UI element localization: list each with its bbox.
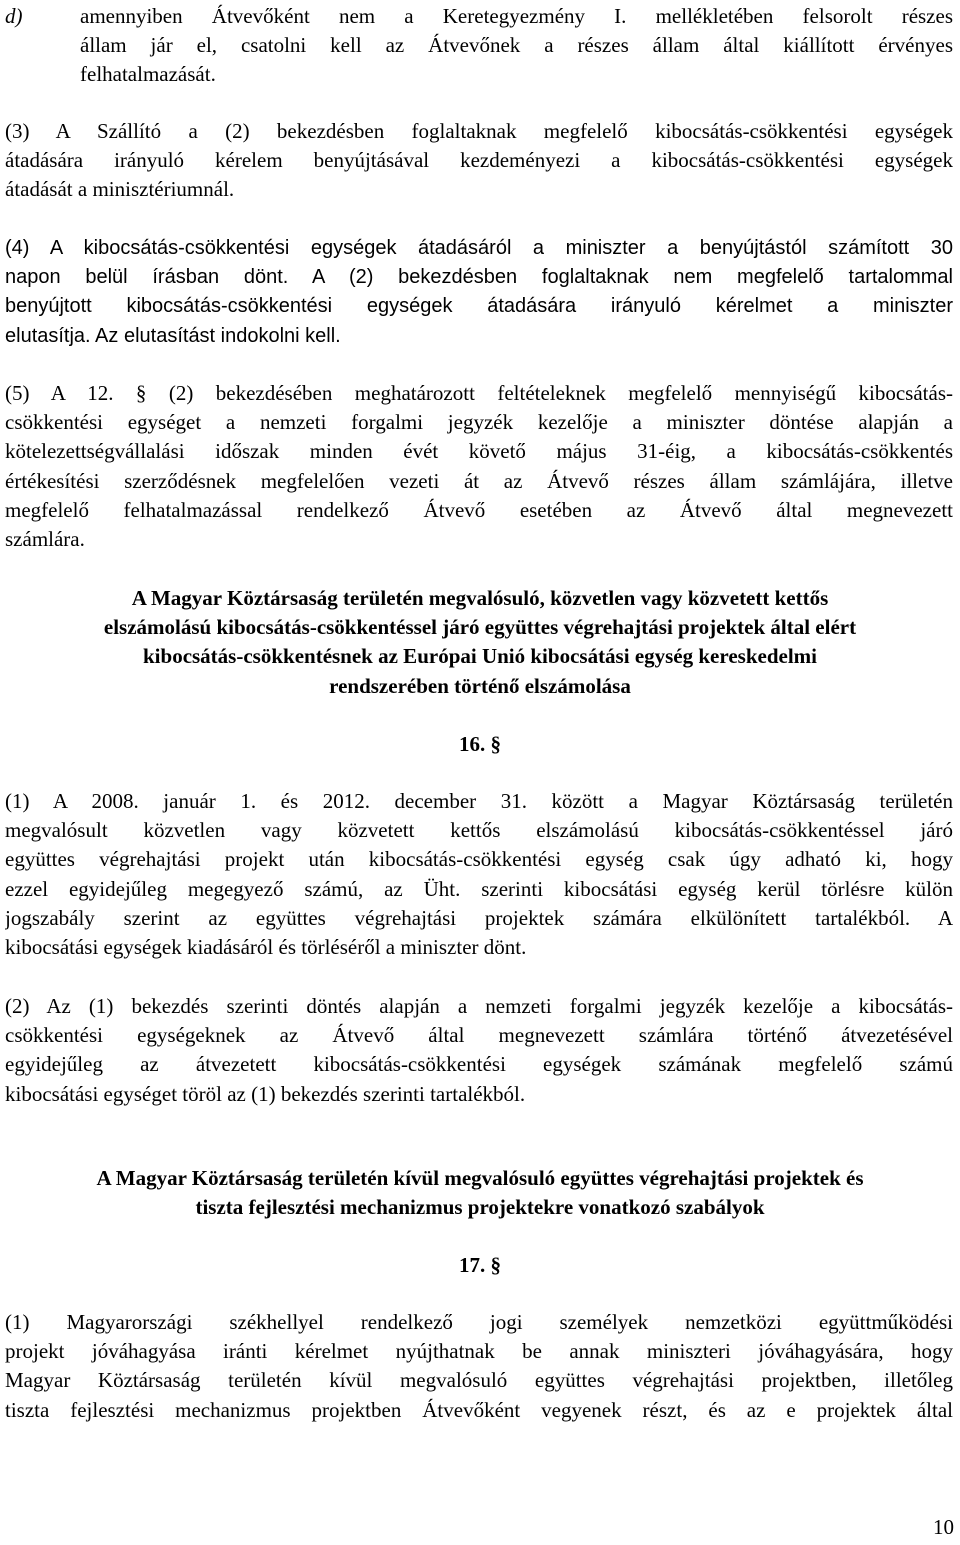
text-line: számlára. xyxy=(5,526,85,551)
heading-line: kibocsátás-csökkentésnek az Európai Unió kibocsátási egység kereskedelmi xyxy=(143,644,817,669)
text-line: megfelelő felhatalmazással rendelkező Átvevő esetében az Átvevő által megnevezett xyxy=(5,497,953,522)
section-number: 17. § xyxy=(459,1253,501,1277)
paragraph-3 xyxy=(5,117,953,205)
text-line: Magyar Köztársaság területén kívül megvalósuló együttes végrehajtási projektben, illetőleg xyxy=(5,1368,953,1393)
list-marker: d) xyxy=(5,4,23,28)
text-line: kibocsátási egységek kiadásáról és törléséről a miniszter dönt. xyxy=(5,934,527,959)
heading-line: A Magyar Köztársaság területén megvalósuló, közvetlen vagy közvetett kettős xyxy=(131,586,829,610)
text-line: ezzel egyidejűleg megegyező számú, az Üht. szerinti kibocsátási egység kerül törlésre külön xyxy=(5,876,953,901)
heading-line: elszámolású kibocsátás-csökkentéssel járó együttes végrehajtási projektek által elért xyxy=(103,615,857,640)
text-line: (2) Az (1) bekezdés szerinti döntés alapján a nemzeti forgalmi jegyzék kezelője a kibocsátás- xyxy=(5,994,953,1018)
text-line: elutasítja. Az elutasítást indokolni kell. xyxy=(5,324,341,347)
paragraph-4 xyxy=(5,234,953,351)
text-line: (1) A 2008. január 1. és 2012. december 31. között a Magyar Köztársaság területén xyxy=(5,789,953,813)
text-line: amennyiben Átvevőként nem a Keretegyezmény I. mellékletében felsorolt részes xyxy=(80,4,953,28)
text-line: csökkentési egységeknek az Átvevő által megnevezett számlára történő átvezetésével xyxy=(5,1023,953,1048)
text-line: átadását a minisztériumnál. xyxy=(5,177,235,202)
text-line: tiszta fejlesztési mechanizmus projektben Átvevőként vegyenek részt, és az e projektek által xyxy=(5,1397,953,1422)
text-line: egyidejűleg az átvezetett kibocsátás-csökkentési egységek számának megfelelő számú xyxy=(5,1052,953,1077)
text-line: megvalósult közvetlen vagy közvetett kettős elszámolású kibocsátás-csökkentéssel járó xyxy=(5,818,953,843)
text-line: jogszabály szerint az együttes végrehajtási projektek számára elkülönített tartalékból. A xyxy=(5,905,953,930)
text-line: (4) A kibocsátás-csökkentési egységek átadásáról a miniszter a benyújtástól számított 30 xyxy=(5,237,953,259)
paragraph-17-1 xyxy=(5,1308,953,1425)
paragraph-16-2 xyxy=(5,992,953,1109)
text-line: csökkentési egységet a nemzeti forgalmi jegyzék kezelője a miniszter döntése alapján a xyxy=(5,410,953,435)
text-line: kibocsátási egységet töröl az (1) bekezdés szerinti tartalékból. xyxy=(5,1081,526,1106)
paragraph-5 xyxy=(5,379,953,554)
text-line: kötelezettségvállalási időszak minden évét követő május 31-éig, a kibocsátás-csökkentés xyxy=(5,439,953,464)
page-number: 10 xyxy=(933,1515,954,1539)
text-line: projekt jóváhagyása iránti kérelmet nyújthatnak be annak miniszteri jóváhagyására, hogy xyxy=(5,1339,953,1364)
text-line: (5) A 12. § (2) bekezdésében meghatározott feltételeknek megfelelő mennyiségű kibocsátás- xyxy=(5,381,953,405)
heading-line: A Magyar Köztársaság területén kívül megvalósuló együttes végrehajtási projektek és xyxy=(96,1166,864,1190)
list-item-text xyxy=(80,2,953,90)
text-line: együttes végrehajtási projekt után kibocsátás-csökkentési egység csak úgy adható ki, hogy xyxy=(5,847,953,872)
text-line: állam jár el, csatolni kell az Átvevőnek a részes állam által kiállított érvényes xyxy=(80,33,953,58)
text-line: benyújtott kibocsátás-csökkentési egységek átadására irányuló kérelmet a miniszter xyxy=(5,295,953,318)
text-line: napon belül írásban dönt. A (2) bekezdésben foglaltaknak nem megfelelő tartalommal xyxy=(5,266,953,289)
heading-line: tiszta fejlesztési mechanizmus projektekre vonatkozó szabályok xyxy=(195,1195,765,1220)
section-heading xyxy=(0,584,960,701)
heading-line: rendszerében történő elszámolása xyxy=(329,673,631,698)
text-line: felhatalmazását. xyxy=(80,62,216,87)
text-line: értékesítési szerződésnek megfelelően vezeti át az Átvevő részes állam számlájára, illetve xyxy=(5,468,953,493)
text-line: (3) A Szállító a (2) bekezdésben foglaltaknak megfelelő kibocsátás-csökkentési egységek xyxy=(5,119,953,143)
section-number: 16. § xyxy=(459,732,501,756)
paragraph-16-1 xyxy=(5,787,953,962)
text-line: (1) Magyarországi székhellyel rendelkező jogi személyek nemzetközi együttműködési xyxy=(5,1310,953,1334)
section-heading xyxy=(0,1164,960,1222)
text-line: átadására irányuló kérelem benyújtásával kezdeményezi a kibocsátás-csökkentési egységek xyxy=(5,148,953,173)
